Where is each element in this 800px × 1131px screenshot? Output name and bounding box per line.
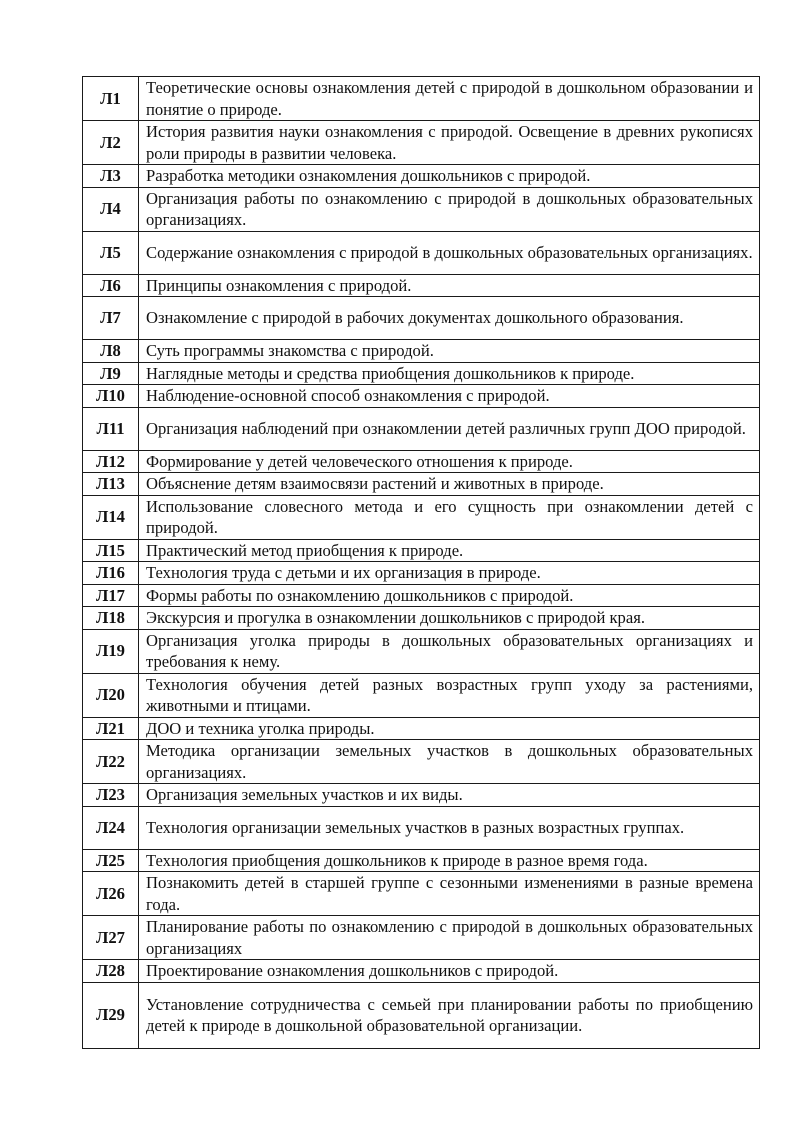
table-row [83,607,760,630]
lecture-topic: Объяснение детям взаимосвязи растений и животных в природе. [139,473,760,496]
lecture-code: Л14 [83,495,139,539]
table-row [83,362,760,385]
lecture-topic: Наглядные методы и средства приобщения дошкольников к природе. [139,362,760,385]
lecture-topic: Организация работы по ознакомлению с природой в дошкольных образовательных организациях. [139,187,760,231]
lecture-code: Л1 [83,77,139,121]
table-row [83,960,760,983]
table-row [83,562,760,585]
table-row [83,274,760,297]
lecture-code: Л16 [83,562,139,585]
lecture-topic: Установление сотрудничества с семьей при планировании работы по приобщению детей к природе в дошкольной образовательной организации. [139,982,760,1048]
lecture-topic: Технология приобщения дошкольников к природе в разное время года. [139,849,760,872]
table-row [83,340,760,363]
lecture-topic: Технология труда с детьми и их организация в природе. [139,562,760,585]
lecture-code: Л21 [83,717,139,740]
lecture-table-body [83,77,760,1049]
lecture-topic: Технология обучения детей разных возрастных групп уходу за растениями, животными и птицами. [139,673,760,717]
lecture-topic: Планирование работы по ознакомлению с природой в дошкольных образовательных организациях [139,916,760,960]
lecture-code: Л17 [83,584,139,607]
lecture-topic: Использование словесного метода и его сущность при ознакомлении детей с природой. [139,495,760,539]
table-row [83,872,760,916]
lecture-topic: Наблюдение-основной способ ознакомления с природой. [139,385,760,408]
lecture-topic: Познакомить детей в старшей группе с сезонными изменениями в разные времена года. [139,872,760,916]
lecture-code: Л26 [83,872,139,916]
lecture-topics-table [82,76,760,1049]
lecture-code: Л24 [83,806,139,849]
table-row [83,740,760,784]
lecture-topic: История развития науки ознакомления с природой. Освещение в древних рукописях роли природы в развитии человека. [139,121,760,165]
lecture-code: Л7 [83,297,139,340]
table-row [83,121,760,165]
lecture-code: Л11 [83,407,139,450]
table-row [83,982,760,1048]
lecture-code: Л13 [83,473,139,496]
table-row [83,450,760,473]
lecture-code: Л12 [83,450,139,473]
table-row [83,849,760,872]
lecture-topic: Ознакомление с природой в рабочих документах дошкольного образования. [139,297,760,340]
lecture-code: Л20 [83,673,139,717]
table-row [83,407,760,450]
lecture-code: Л19 [83,629,139,673]
table-row [83,297,760,340]
lecture-topic: Формирование у детей человеческого отношения к природе. [139,450,760,473]
lecture-code: Л25 [83,849,139,872]
lecture-topic: Экскурсия и прогулка в ознакомлении дошкольников с природой края. [139,607,760,630]
lecture-topic: Суть программы знакомства с природой. [139,340,760,363]
table-row [83,473,760,496]
table-row [83,673,760,717]
lecture-topic: Методика организации земельных участков в дошкольных образовательных организациях. [139,740,760,784]
table-row [83,717,760,740]
lecture-code: Л8 [83,340,139,363]
lecture-topic: Практический метод приобщения к природе. [139,539,760,562]
table-row [83,187,760,231]
lecture-code: Л5 [83,231,139,274]
lecture-topic: Теоретические основы ознакомления детей с природой в дошкольном образовании и понятие о природе. [139,77,760,121]
lecture-topic: Организация земельных участков и их виды. [139,784,760,807]
lecture-code: Л9 [83,362,139,385]
lecture-topic: Проектирование ознакомления дошкольников с природой. [139,960,760,983]
lecture-topic: Формы работы по ознакомлению дошкольников с природой. [139,584,760,607]
lecture-code: Л3 [83,165,139,188]
lecture-code: Л6 [83,274,139,297]
lecture-code: Л27 [83,916,139,960]
lecture-code: Л22 [83,740,139,784]
table-row [83,231,760,274]
lecture-topic: ДОО и техника уголка природы. [139,717,760,740]
lecture-topic: Технология организации земельных участков в разных возрастных группах. [139,806,760,849]
lecture-code: Л4 [83,187,139,231]
lecture-topic: Организация уголка природы в дошкольных образовательных организациях и требования к нему. [139,629,760,673]
lecture-code: Л29 [83,982,139,1048]
lecture-topic: Принципы ознакомления с природой. [139,274,760,297]
table-row [83,584,760,607]
table-row [83,629,760,673]
lecture-code: Л23 [83,784,139,807]
table-row [83,385,760,408]
lecture-code: Л15 [83,539,139,562]
table-row [83,806,760,849]
lecture-code: Л2 [83,121,139,165]
lecture-code: Л10 [83,385,139,408]
lecture-code: Л28 [83,960,139,983]
table-row [83,495,760,539]
lecture-topic: Организация наблюдений при ознакомлении детей различных групп ДОО природой. [139,407,760,450]
lecture-topic: Разработка методики ознакомления дошкольников с природой. [139,165,760,188]
table-row [83,539,760,562]
table-row [83,77,760,121]
lecture-topic: Содержание ознакомления с природой в дошкольных образовательных организациях. [139,231,760,274]
table-row [83,165,760,188]
table-row [83,784,760,807]
lecture-code: Л18 [83,607,139,630]
table-row [83,916,760,960]
